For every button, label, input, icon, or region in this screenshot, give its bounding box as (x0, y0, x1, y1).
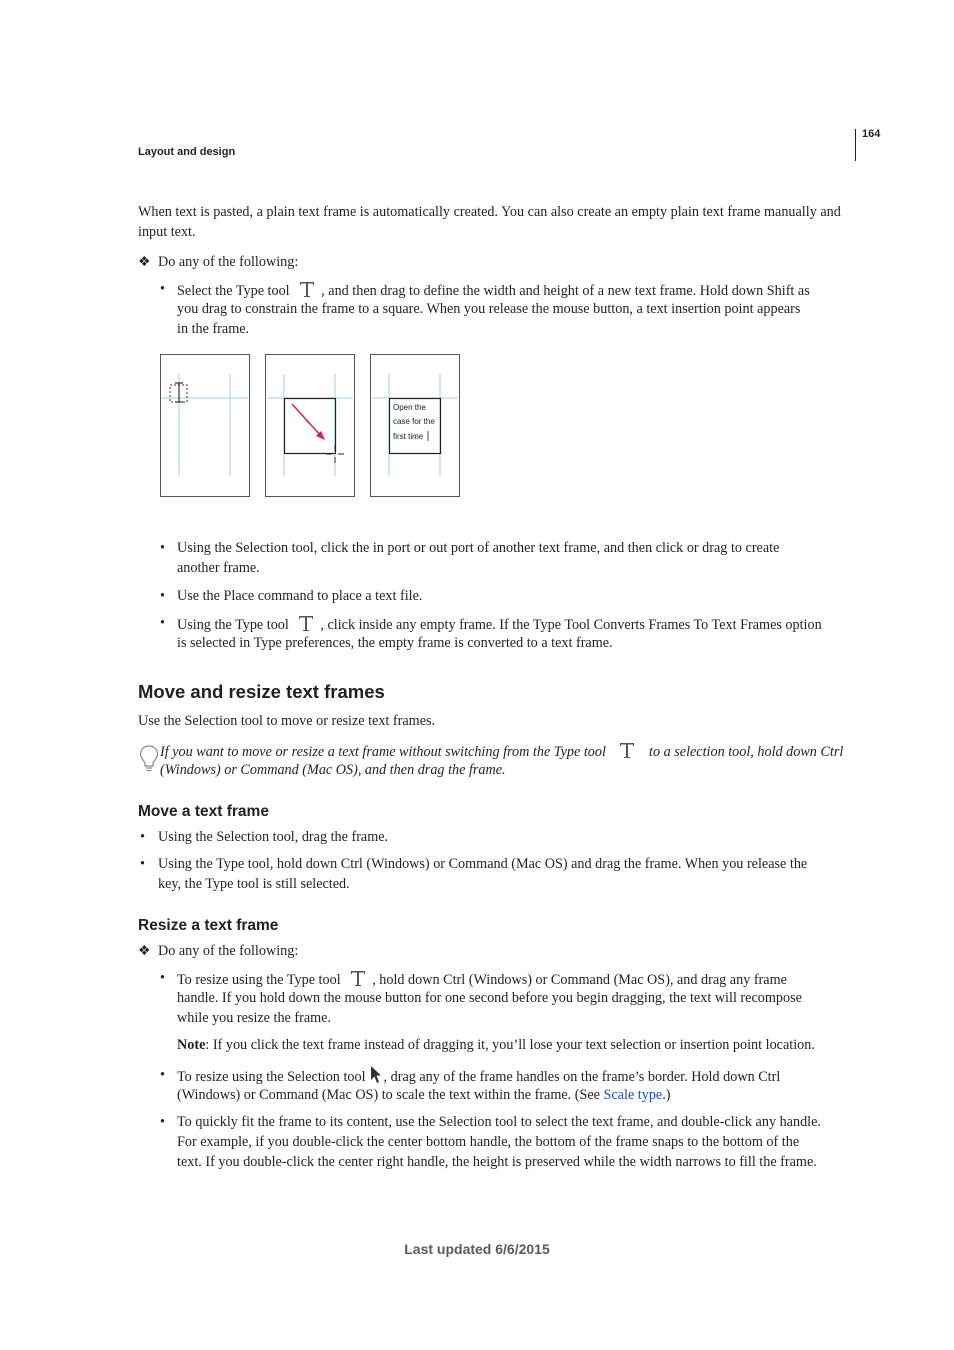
step-label: Do any of the following: (158, 254, 299, 270)
bullet-text-line: in the frame. (177, 321, 250, 337)
header-rule (855, 129, 856, 161)
bullet-text-line: handle. If you hold down the mouse button for one second before you begin dragging, the text will recompose (177, 990, 802, 1006)
footer-updated: Last updated 6/6/2015 (404, 1241, 550, 1257)
section-intro: Use the Selection tool to move or resize text frames. (138, 713, 436, 729)
tip-text-part: (Windows) or Command (Mac OS), and then drag the frame. (160, 762, 506, 778)
subsection-heading: Move a text frame (138, 803, 269, 820)
tip-text-part: to a selection tool, hold down Ctrl (649, 744, 844, 760)
figure-panel (266, 355, 355, 497)
note-text: : If you click the text frame instead of dragging it, you’ll lose your text selection or insertion point location. (205, 1037, 815, 1053)
bullet-text: Select the Type tool (177, 283, 290, 299)
figure-text-line: Open the (393, 403, 426, 412)
running-header: Layout and design (138, 146, 236, 158)
bullet-text-line: For example, if you double-click the center bottom handle, the bottom of the frame snaps to the bottom of the (177, 1134, 800, 1150)
bullet-text-line: To quickly fit the frame to its content, use the Selection tool to select the text frame, and double-click any handle. (177, 1114, 821, 1130)
step-marker: ❖ (138, 943, 151, 959)
bullet-text: , hold down Ctrl (Windows) or Command (Mac OS), and drag any frame (372, 972, 787, 988)
page-number: 164 (862, 128, 881, 140)
bullet-text-line (177, 1085, 671, 1105)
step-label: Do any of the following: (158, 943, 299, 959)
bullet-text: .) (662, 1087, 671, 1103)
bullet-marker: • (160, 1067, 165, 1083)
bullet-marker: • (160, 540, 165, 556)
bullet-text-line: text. If you double-click the center right handle, the height is preserved while the width narrows to fill the frame. (177, 1154, 817, 1170)
bullet-text-line: Using the Selection tool, click the in port or out port of another text frame, and then click or drag to create (177, 540, 780, 556)
text-frame-figure (160, 354, 460, 497)
bullet-text-line: while you resize the frame. (177, 1010, 332, 1026)
bullet-text: , and then drag to define the width and height of a new text frame. Hold down Shift as (321, 283, 810, 299)
lightbulb-icon (139, 744, 159, 779)
bullet-text-line: another frame. (177, 560, 260, 576)
intro-paragraph: When text is pasted, a plain text frame is automatically created. You can also create an empty plain text frame manually and input text. (138, 204, 841, 240)
type-tool-icon (617, 740, 637, 766)
scale-type-link[interactable]: Scale type (603, 1087, 663, 1103)
bullet-marker: • (160, 970, 165, 986)
bullet-text: To resize using the Type tool (177, 972, 341, 988)
bullet-text-line: Use the Place command to place a text file. (177, 588, 423, 604)
bullet-text: (Windows) or Command (Mac OS) to scale the text within the frame. (See (177, 1087, 604, 1103)
bullet-text-line: Using the Type tool, hold down Ctrl (Windows) or Command (Mac OS) and drag the frame. When you release the (158, 856, 808, 872)
subsection-heading: Resize a text frame (138, 917, 279, 934)
note-paragraph (177, 1035, 815, 1055)
bullet-marker: • (140, 856, 145, 872)
bullet-marker: • (140, 829, 145, 845)
bullet-marker: • (160, 588, 165, 604)
bullet-text-line: Using the Selection tool, drag the frame. (158, 829, 389, 845)
figure-text-line: first time (393, 432, 424, 441)
bullet-text: , click inside any empty frame. If the Type Tool Converts Frames To Text Frames option (320, 617, 822, 633)
bullet-text: , drag any of the frame handles on the frame’s border. Hold down Ctrl (383, 1069, 781, 1085)
step-marker: ❖ (138, 254, 151, 270)
bullet-marker: • (160, 281, 165, 297)
bullet-marker: • (160, 1114, 165, 1130)
bullet-text-line: is selected in Type preferences, the empty frame is converted to a text frame. (177, 635, 613, 651)
bullet-text: To resize using the Selection tool (177, 1069, 366, 1085)
bullet-marker: • (160, 615, 165, 631)
figure-text-line: case for the (393, 417, 435, 426)
note-label: Note (177, 1037, 206, 1053)
bullet-text-line: key, the Type tool is still selected. (158, 876, 350, 892)
bullet-text: Using the Type tool (177, 617, 289, 633)
figure-panel (161, 355, 250, 497)
bullet-text-line: you drag to constrain the frame to a square. When you release the mouse button, a text insertion point appears (177, 301, 801, 317)
section-heading: Move and resize text frames (138, 681, 385, 702)
tip-text-part: If you want to move or resize a text frame without switching from the Type tool (160, 744, 606, 760)
tip-text-line (160, 760, 506, 780)
